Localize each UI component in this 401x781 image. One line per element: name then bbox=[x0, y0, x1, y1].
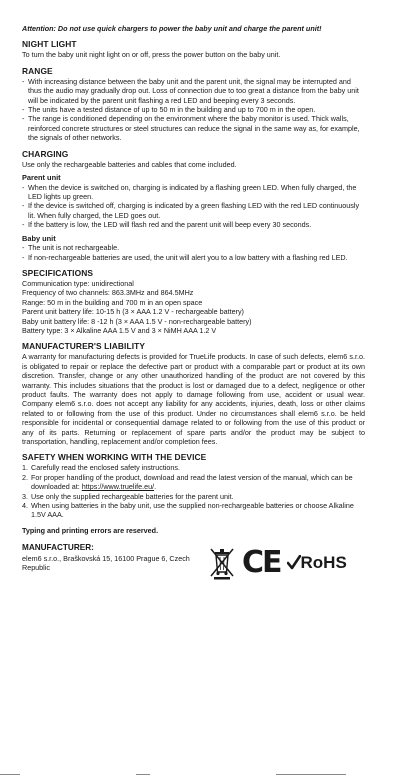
parent-unit-list bbox=[22, 183, 365, 230]
spec-line: Battery type: 3 × Alkaline AAA 1.5 V and 3 × NiMH AAA 1.2 V bbox=[22, 325, 217, 335]
parent-unit-heading: Parent unit bbox=[22, 173, 61, 183]
ce-mark-icon: CE bbox=[242, 545, 281, 581]
range-list bbox=[22, 77, 365, 143]
list-item: - The unit is not rechargeable. bbox=[22, 243, 365, 252]
manufacturer-address: elem6 s.r.o., Braškovská 15, 16100 Prague 6, Czech Republic bbox=[22, 553, 190, 573]
liability-heading: MANUFACTURER'S LIABILITY bbox=[22, 341, 146, 352]
list-item: - If the device is switched off, charging is indicated by a green flashing LED with the red LED continuously lit. When fully charged, the LED goes out. bbox=[22, 201, 365, 220]
list-item: - When the device is switched on, charging is indicated by a flashing green LED. When fully charged, the LED lights up green. bbox=[22, 183, 365, 202]
spec-line: Parent unit battery life: 10-15 h (3 × AAA 1.2 V - rechargeable battery) bbox=[22, 307, 244, 317]
weee-crossed-bin-icon bbox=[208, 546, 236, 580]
range-heading: RANGE bbox=[22, 65, 53, 76]
manual-page bbox=[22, 24, 365, 580]
list-item: 3. Use only the supplied rechargeable batteries for the parent unit. bbox=[22, 491, 234, 501]
night-light-text: To turn the baby unit night light on or off, press the power button on the baby unit. bbox=[22, 50, 281, 60]
intro-warning: Attention: Do not use quick chargers to power the baby unit and charge the parent unit! bbox=[22, 24, 322, 33]
liability-text: A warranty for manufacturing defects is provided for TrueLife products. In case of such defects, elem6 s.r.o. is obligated to repair or replace the defective part or product with a comparable part or product at its own discretion. Transfer, change or any other unauthorized handling of the product are not covered by this warranty. This includes situations that the product is lost or damaged due to a defect, negligence or other product faults. The warranty does not apply to damage following from use, accident or usual wear. Company elem6 s.r.o. does not accept any liability for any accidents, injuries, death, loss or other claims related to or following from the use of this product. Under no circumstances shall elem6 s.r.o. be held responsible for incidental or consequential damage related to or following from the use of this product or any of its parts. Returning or replacement of spare parts and/or the product may be subject to transportation, handling, replacement and/or completion fees. bbox=[22, 352, 365, 446]
list-item: - The range is conditioned depending on the environment where the baby monitor is used. Thick walls, reinforced concrete structures or steel structures can reduce the signal in the same way as, for example, the signals of other networks. bbox=[22, 114, 365, 142]
crop-mark bbox=[276, 774, 346, 775]
rohs-check-icon bbox=[287, 555, 301, 571]
manufacturer-block bbox=[22, 543, 204, 572]
specifications-list bbox=[22, 279, 365, 335]
errata-note: Typing and printing errors are reserved. bbox=[22, 525, 159, 535]
list-item: 2. For proper handling of the product, download and read the latest version of the manual, which can be downloaded at: https://www.truelife.eu/. bbox=[22, 472, 353, 492]
rohs-logo: RoHS bbox=[287, 554, 347, 572]
specifications-heading: SPECIFICATIONS bbox=[22, 267, 94, 278]
footer bbox=[22, 543, 365, 580]
certification-logos bbox=[208, 546, 347, 580]
manufacturer-heading: MANUFACTURER: bbox=[22, 543, 94, 553]
crop-marks bbox=[0, 774, 401, 778]
list-item: - With increasing distance between the baby unit and the parent unit, the signal may be interrupted and thus the audio may gradually drop out. Loss of connection due to too great a distance from the baby unit will be indicated by the parent unit flashing a red LED and beeping every 3 seconds. bbox=[22, 77, 365, 105]
charging-text: Use only the rechargeable batteries and cables that come included. bbox=[22, 159, 237, 169]
crop-mark bbox=[136, 774, 150, 775]
charging-heading: CHARGING bbox=[22, 148, 69, 159]
list-item: - The units have a tested distance of up to 50 m in the building and up to 700 m in the open. bbox=[22, 105, 365, 114]
baby-unit-heading: Baby unit bbox=[22, 233, 56, 243]
manual-download-link[interactable]: https://www.truelife.eu/ bbox=[81, 482, 155, 492]
night-light-heading: NIGHT LIGHT bbox=[22, 39, 77, 50]
spec-line: Range: 50 m in the building and 700 m in an open space bbox=[22, 297, 203, 307]
safety-list bbox=[22, 463, 365, 519]
spec-line: Frequency of two channels: 863.3MHz and 864.5MHz bbox=[22, 288, 194, 298]
safety-heading: SAFETY WHEN WORKING WITH THE DEVICE bbox=[22, 452, 207, 463]
baby-unit-list bbox=[22, 243, 365, 262]
spec-line: Communication type: unidirectional bbox=[22, 278, 134, 288]
list-item: - If the battery is low, the LED will flash red and the parent unit will beep every 30 seconds. bbox=[22, 220, 365, 229]
crop-mark bbox=[0, 774, 20, 775]
list-item: 1. Carefully read the enclosed safety instructions. bbox=[22, 463, 181, 473]
spec-line: Baby unit battery life: 8 -12 h (3 × AAA 1.5 V - non-rechargeable battery) bbox=[22, 316, 252, 326]
list-item: - If non-rechargeable batteries are used, the unit will alert you to a low battery with a flashing red LED. bbox=[22, 253, 365, 262]
list-item: 4. When using batteries in the baby unit, use the supplied non-rechargeable batteries or choose Alkaline 1.5V AAA. bbox=[22, 501, 354, 520]
